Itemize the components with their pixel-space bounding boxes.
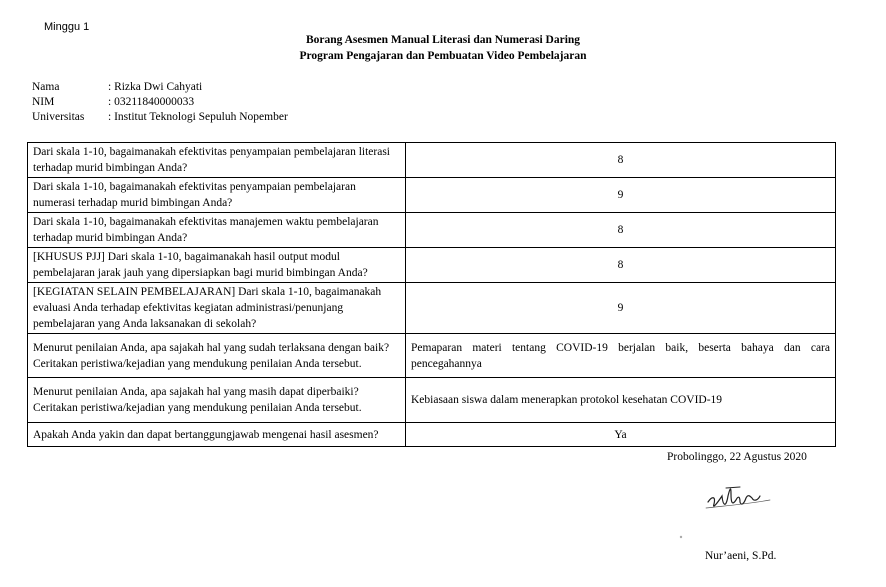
question-cell: Apakah Anda yakin dan dapat bertanggungjawab mengenai hasil asesmen?	[28, 423, 406, 447]
question-cell: Dari skala 1-10, bagaimanakah efektivitas manajemen waktu pembelajaran terhadap murid bimbingan Anda?	[28, 213, 406, 248]
assessment-table	[27, 142, 836, 447]
table-row	[28, 334, 836, 378]
answer-cell: 9	[406, 283, 836, 334]
identity-block	[32, 80, 288, 125]
answer-cell: 8	[406, 248, 836, 283]
signature-image	[678, 466, 798, 540]
signer-name: Nur’aeni, S.Pd.	[705, 550, 777, 562]
identity-row-name	[32, 80, 288, 95]
identity-value: : Institut Teknologi Sepuluh Nopember	[108, 111, 288, 123]
table-row	[28, 213, 836, 248]
week-label: Minggu 1	[44, 21, 90, 33]
identity-value: : Rizka Dwi Cahyati	[108, 81, 203, 93]
table-row	[28, 423, 836, 447]
form-title: Borang Asesmen Manual Literasi dan Numerasi Daring	[305, 34, 581, 46]
question-cell: [KHUSUS PJJ] Dari skala 1-10, bagaimanakah hasil output modul pembelajaran jarak jauh yang dipersiapkan bagi murid bimbingan Anda?	[28, 248, 406, 283]
identity-row-nim	[32, 95, 288, 110]
place-date: Probolinggo, 22 Agustus 2020	[667, 451, 807, 463]
answer-cell: 8	[406, 143, 836, 178]
table-row	[28, 378, 836, 423]
form-subtitle: Program Pengajaran dan Pembuatan Video Pembelajaran	[299, 50, 587, 62]
identity-label: Nama	[32, 81, 60, 93]
identity-label: Universitas	[32, 111, 85, 123]
answer-cell: Kebiasaan siswa dalam menerapkan protokol kesehatan COVID-19	[406, 378, 836, 423]
question-cell: Dari skala 1-10, bagaimanakah efektivitas penyampaian pembelajaran literasi terhadap murid bimbingan Anda?	[28, 143, 406, 178]
answer-cell: 9	[406, 178, 836, 213]
answer-cell: Pemaparan materi tentang COVID-19 berjalan baik, beserta bahaya dan cara pencegahannya	[406, 334, 836, 378]
identity-label: NIM	[32, 96, 55, 108]
answer-cell: 8	[406, 213, 836, 248]
identity-value: : 03211840000033	[108, 96, 195, 108]
question-cell: [KEGIATAN SELAIN PEMBELAJARAN] Dari skala 1-10, bagaimanakah evaluasi Anda terhadap efektivitas kegiatan administrasi/penunjang pembelajaran yang Anda laksanakan di sekolah?	[28, 283, 406, 334]
answer-cell: Ya	[406, 423, 836, 447]
identity-row-university	[32, 110, 288, 125]
table-row	[28, 178, 836, 213]
table-row	[28, 248, 836, 283]
table-row	[28, 283, 836, 334]
question-cell: Dari skala 1-10, bagaimanakah efektivitas penyampaian pembelajaran numerasi terhadap murid bimbingan Anda?	[28, 178, 406, 213]
question-cell: Menurut penilaian Anda, apa sajakah hal yang sudah terlaksana dengan baik? Ceritakan peristiwa/kejadian yang mendukung penilaian Anda tersebut.	[28, 334, 406, 378]
question-cell: Menurut penilaian Anda, apa sajakah hal yang masih dapat diperbaiki? Ceritakan peristiwa/kejadian yang mendukung penilaian Anda tersebut.	[28, 378, 406, 423]
table-row	[28, 143, 836, 178]
